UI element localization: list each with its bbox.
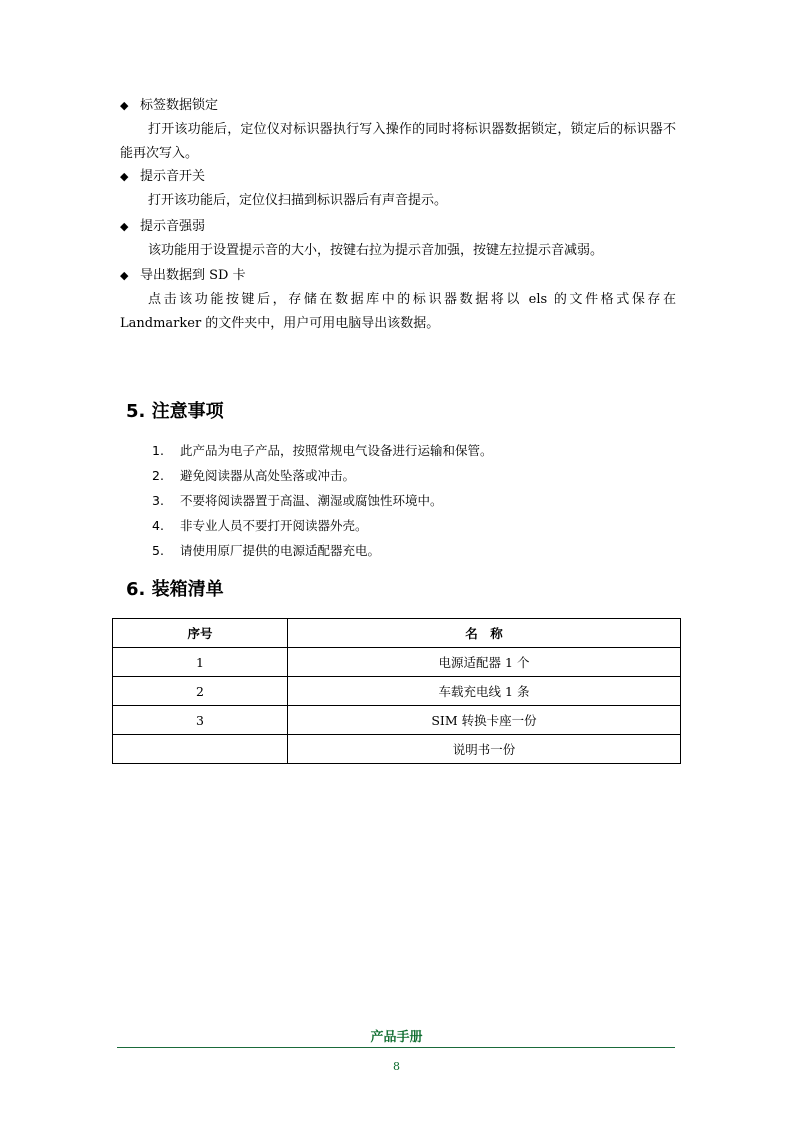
feature-title-text: 导出数据到 SD 卡 xyxy=(140,268,246,283)
list-item xyxy=(152,466,493,491)
list-item xyxy=(152,516,493,541)
footer-divider xyxy=(117,1047,675,1048)
feature-description: 点击该功能按键后，存储在数据库中的标识器数据将以 els 的文件格式保存在 Landmarker 的文件夹中，用户可用电脑导出该数据。 xyxy=(120,292,676,331)
table-header-row xyxy=(113,619,681,648)
list-item-text: 避免阅读器从高处坠落或冲击。 xyxy=(180,468,356,483)
diamond-bullet-icon: ◆ xyxy=(120,220,129,233)
table-cell-seq: 2 xyxy=(113,677,288,706)
table-cell-seq xyxy=(113,735,288,764)
list-item xyxy=(152,491,493,516)
list-item xyxy=(152,441,493,466)
diamond-bullet-icon: ◆ xyxy=(120,99,129,112)
list-item-text: 此产品为电子产品，按照常规电气设备进行运输和保管。 xyxy=(180,443,493,458)
feature-title xyxy=(120,96,676,116)
feature-title xyxy=(120,167,676,187)
list-item-text: 非专业人员不要打开阅读器外壳。 xyxy=(180,518,368,533)
feature-sound-switch xyxy=(120,167,676,213)
feature-title-text: 提示音强弱 xyxy=(140,219,206,234)
page-number: 8 xyxy=(393,1060,400,1073)
list-item-number: 5. xyxy=(152,543,164,558)
feature-description: 打开该功能后，定位仪扫描到标识器后有声音提示。 xyxy=(148,193,448,208)
list-item-number: 1. xyxy=(152,443,164,458)
table-row xyxy=(113,706,681,735)
table-row xyxy=(113,735,681,764)
table-row xyxy=(113,648,681,677)
list-item-number: 4. xyxy=(152,518,164,533)
table-header-name: 名 称 xyxy=(288,619,681,648)
diamond-bullet-icon: ◆ xyxy=(120,170,129,183)
table-cell-name: SIM 转换卡座一份 xyxy=(288,706,681,735)
feature-title xyxy=(120,266,676,286)
feature-export-sd xyxy=(120,266,676,336)
list-item-number: 2. xyxy=(152,468,164,483)
table-cell-seq: 3 xyxy=(113,706,288,735)
feature-description: 打开该功能后，定位仪对标识器执行写入操作的同时将标识器数据锁定，锁定后的标识器不能再次写入。 xyxy=(120,122,676,161)
feature-sound-volume xyxy=(120,217,676,263)
feature-title-text: 提示音开关 xyxy=(140,169,206,184)
list-item-number: 3. xyxy=(152,493,164,508)
table-header-seq: 序号 xyxy=(113,619,288,648)
list-item-text: 不要将阅读器置于高温、潮湿或腐蚀性环境中。 xyxy=(180,493,443,508)
footer-title: 产品手册 xyxy=(370,1030,423,1045)
section-heading-notes: 5. 注意事项 xyxy=(126,401,224,422)
feature-title-text: 标签数据锁定 xyxy=(140,98,219,113)
table-row xyxy=(113,677,681,706)
packing-list-table xyxy=(112,618,681,764)
diamond-bullet-icon: ◆ xyxy=(120,269,129,282)
feature-tag-data-lock xyxy=(120,96,676,166)
table-cell-name: 车载充电线 1 条 xyxy=(288,677,681,706)
table-cell-seq: 1 xyxy=(113,648,288,677)
table-cell-name: 电源适配器 1 个 xyxy=(288,648,681,677)
list-item xyxy=(152,541,493,566)
section-heading-packing-list: 6. 装箱清单 xyxy=(126,579,224,600)
feature-description: 该功能用于设置提示音的大小，按键右拉为提示音加强，按键左拉提示音减弱。 xyxy=(148,243,604,258)
feature-title xyxy=(120,217,676,237)
list-item-text: 请使用原厂提供的电源适配器充电。 xyxy=(180,543,381,558)
notes-list xyxy=(152,441,493,566)
table-cell-name: 说明书一份 xyxy=(288,735,681,764)
